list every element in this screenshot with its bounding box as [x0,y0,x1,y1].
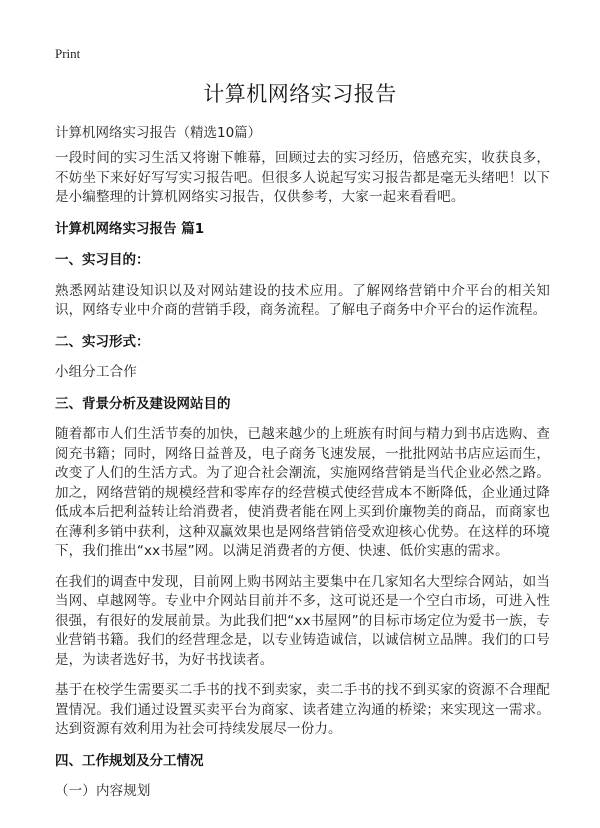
section-heading-format: 二、实习形式： [55,333,150,350]
intro-paragraph: 一段时间的实习生活又将谢下帷幕，回顾过去的实习经历，倍感充实，收获良多，不妨坐下来好好写写实习报告吧。但很多人说起写实习报告都是毫无头绪吧！以下是小编整理的计算机网络实习报告，仅供参考，大家一起来看看吧。 [55,150,550,205]
section-paragraph: 基于在校学生需要买二手书的找不到卖家，卖二手书的找不到买家的资源不合理配置情况。我们通过设置买卖平台为商家、读者建立沟通的桥梁；来实现这一需求。达到资源有效利用为社会可持续发展尽一份力。 [55,682,550,737]
document-body [55,149,550,802]
section-paragraph: 在我们的调查中发现，目前网上购书网站主要集中在几家知名大型综合网站，如当当网、卓越网等。专业中介网站目前并不多，这可说还是一个空白市场，可进入性很强，有很好的发展前景。为此我们把“xx书屋网”的目标市场定位为爱书一族，专业营销书籍。我们的经营理念是，以专业铸造诚信，以诚信树立品牌。我们的口号是，为读者选好书，为好书找读者。 [55,573,550,668]
print-link[interactable]: Print [55,46,81,61]
document-title: 计算机网络实习报告 [203,82,397,106]
article-heading: 计算机网络实习报告 篇1 [55,220,205,237]
section-paragraph: 熟悉网站建设知识以及对网站建设的技术应用。了解网络营销中介平台的相关知识，网络专业中介商的营销手段，商务流程。了解电子商务中介平台的运作流程。 [55,282,550,318]
section-paragraph: 小组分工合作 [55,364,137,380]
section-paragraph: （一）内容规划 [55,783,151,799]
section-paragraph: 随着都市人们生活节奏的加快，已越来越少的上班族有时间与精力到书店选购、查阅充书籍；同时，网络日益普及，电子商务飞速发展，一批批网站书店应运而生，改变了人们的生活方式。为了迎合社会潮流，实施网络营销是当代企业必然之路。加之，网络营销的规模经营和零库存的经营模式使经营成本不断降低，企业通过降低成本后把利益转让给消费者，使消费者能在网上买到价廉物美的商品，而商家也在薄利多销中获利，这种双赢效果也是网络营销倍受欢迎核心优势。在这样的环境下，我们推出“xx书屋”网。以满足消费者的方便、快速、低价实惠的需求。 [55,426,550,559]
section-heading-background: 三、背景分析及建设网站目的 [55,395,231,412]
section-heading-work-plan: 四、工作规划及分工情况 [55,752,204,769]
section-heading-purpose: 一、实习目的： [55,252,150,268]
document-subtitle: 计算机网络实习报告（精选10篇） [55,125,262,141]
